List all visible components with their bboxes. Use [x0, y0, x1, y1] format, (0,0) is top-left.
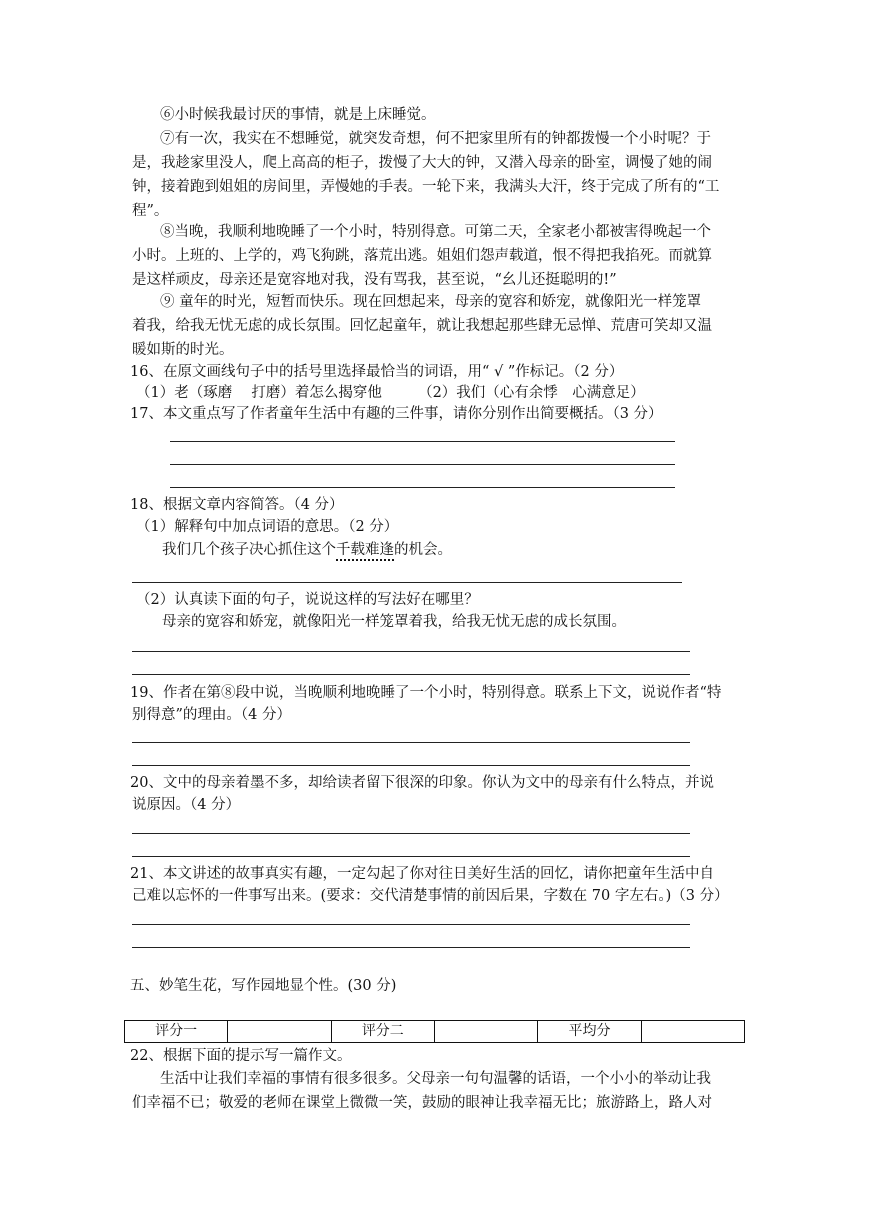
question-22-prompt-line-2: 们幸福不已；敬爱的老师在课堂上微微一笑，鼓励的眼神让我幸福无比；旅游路上，路人对 [132, 1095, 712, 1111]
answer-line-18-1[interactable] [132, 582, 682, 583]
question-18-sentence-2: 母亲的宽容和娇宠，就像阳光一样笼罩着我，给我无忧无虑的成长氛围。 [162, 614, 626, 630]
sentence-1-after: 的机会。 [394, 542, 452, 558]
answer-line-19-1[interactable] [132, 742, 690, 743]
question-22-prompt-line-1: 生活中让我们幸福的事情有很多很多。父母亲一句句温馨的话语，一个小小的举动让我 [160, 1071, 711, 1087]
paragraph-7-line-3: 钟，接着跑到姐姐的房间里，弄慢她的手表。一轮下来，我满头大汗，终于完成了所有的“工 [132, 179, 720, 195]
answer-line-20-2[interactable] [132, 856, 690, 857]
dotted-phrase: 千载难逢 [336, 542, 394, 558]
score-2-cell[interactable] [434, 1021, 537, 1043]
section-5-heading: 五、妙笔生花，写作园地显个性。(30 分) [130, 978, 397, 994]
question-16-options: （1）老（琢磨 打磨）着怎么揭穿他 （2）我们（心有余悸 心满意足） [136, 385, 645, 401]
question-18-sub-2: （2）认真读下面的句子，说说这样的写法好在哪里？ [136, 592, 479, 608]
paragraph-7-line-1: ⑦有一次，我实在不想睡觉，就突发奇想，何不把家里所有的钟都拨慢一个小时呢？于 [160, 131, 711, 147]
paragraph-6-line-1: ⑥小时候我最讨厌的事情，就是上床睡觉。 [160, 107, 436, 123]
paragraph-9-line-2: 着我，给我无忧无虑的成长氛围。回忆起童年，就让我想起那些肆无忌惮、荒唐可笑却又温 [132, 318, 712, 334]
answer-line-17-3[interactable] [170, 487, 675, 488]
question-18-stem: 18、根据文章内容简答。（4 分） [130, 497, 344, 513]
question-22-stem: 22、根据下面的提示写一篇作文。 [130, 1048, 352, 1064]
score-1-label: 评分一 [125, 1021, 228, 1043]
score-1-cell[interactable] [228, 1021, 331, 1043]
paragraph-9-line-1: ⑨ 童年的时光，短暂而快乐。现在回想起来，母亲的宽容和娇宠，就像阳光一样笼罩 [160, 294, 702, 310]
question-18-sub-1: （1）解释句中加点词语的意思。（2 分） [136, 519, 399, 535]
answer-line-17-1[interactable] [170, 441, 675, 442]
answer-line-20-1[interactable] [132, 833, 690, 834]
answer-line-18-2a[interactable] [132, 651, 690, 652]
average-label: 平均分 [538, 1021, 641, 1043]
paragraph-8-line-2: 小时。上班的、上学的，鸡飞狗跳，落荒出逃。姐姐们怨声载道，恨不得把我掐死。而就算 [132, 248, 712, 264]
answer-line-21-2[interactable] [132, 947, 690, 948]
score-table [124, 1020, 745, 1043]
answer-line-19-2[interactable] [132, 765, 690, 766]
question-21-line-1: 21、本文讲述的故事真实有趣，一定勾起了你对往日美好生活的回忆，请你把童年生活中自 [130, 866, 714, 882]
question-19-line-2: 别得意”的理由。（4 分） [132, 707, 291, 723]
answer-line-21-1[interactable] [132, 924, 690, 925]
question-16-stem: 16、在原文画线句子中的括号里选择最恰当的词语，用“ √ ”作标记。（2 分） [130, 364, 624, 380]
sentence-1-before: 我们几个孩子决心抓住这个 [162, 542, 336, 558]
paragraph-8-line-3: 是这样顽皮，母亲还是宽容地对我，没有骂我，甚至说，“幺儿还挺聪明的!” [132, 272, 617, 288]
question-19-line-1: 19、作者在第⑧段中说，当晚顺利地晚睡了一个小时，特别得意。联系上下文，说说作者“特 [130, 685, 722, 701]
question-17-stem: 17、本文重点写了作者童年生活中有趣的三件事，请你分别作出简要概括。（3 分） [130, 406, 663, 422]
question-20-line-2: 说原因。（4 分） [132, 797, 241, 813]
paragraph-7-line-2: 是，我趁家里没人，爬上高高的柜子，拨慢了大大的钟，又潜入母亲的卧室，调慢了她的闹 [132, 155, 712, 171]
answer-line-18-2b[interactable] [132, 674, 690, 675]
score-2-label: 评分二 [331, 1021, 434, 1043]
average-cell[interactable] [641, 1021, 744, 1043]
paragraph-8-line-1: ⑧当晚，我顺利地晚睡了一个小时，特别得意。可第二天，全家老小都被害得晚起一个 [160, 224, 711, 240]
question-20-line-1: 20、文中的母亲着墨不多，却给读者留下很深的印象。你认为文中的母亲有什么特点，并说 [130, 775, 714, 791]
paragraph-7-line-4: 程”。 [132, 203, 169, 219]
question-18-sentence-1 [162, 540, 452, 560]
paragraph-9-line-3: 暖如斯的时光。 [132, 342, 234, 358]
answer-line-17-2[interactable] [170, 464, 675, 465]
question-21-line-2: 己难以忘怀的一件事写出来。(要求：交代清楚事情的前因后果，字数在 70 字左右。)（3 分） [132, 888, 729, 904]
